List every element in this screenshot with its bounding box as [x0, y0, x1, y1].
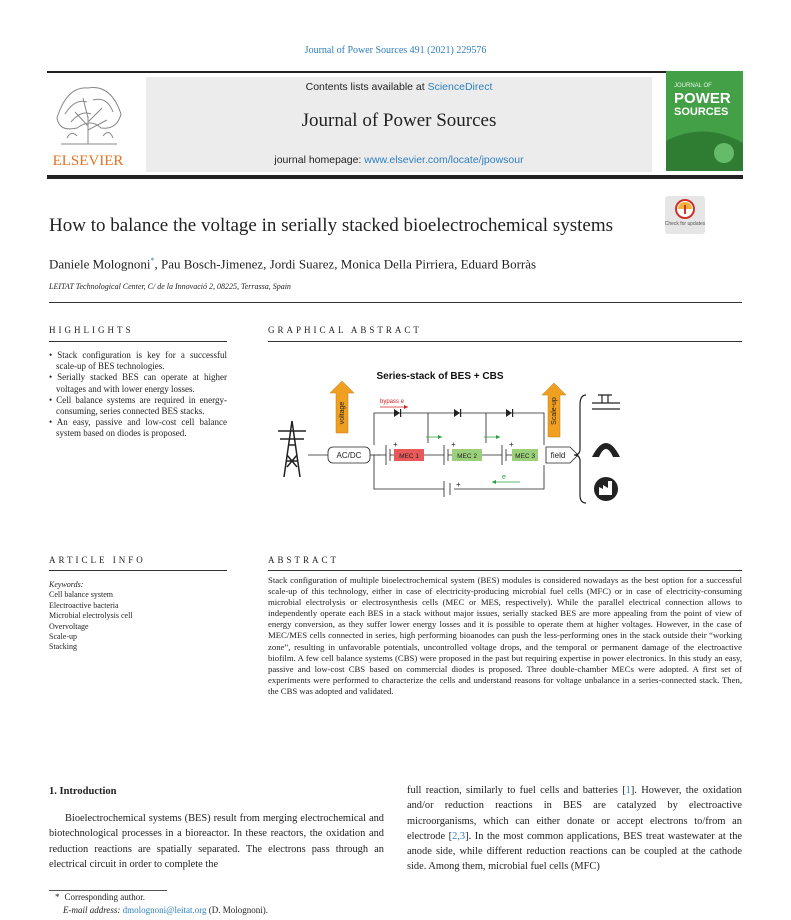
citation-link[interactable]: 1	[625, 785, 631, 796]
voltage-arrow	[330, 381, 354, 433]
highlight-text: An easy, passive and low-cost cell balance system based on diodes is proposed.	[56, 417, 227, 439]
author-name[interactable]: Monica Della Pirriera	[340, 256, 455, 272]
graphical-abstract-heading: GRAPHICAL ABSTRACT	[268, 325, 422, 335]
journal-reference[interactable]: Journal of Power Sources 491 (2021) 229576	[304, 45, 487, 56]
keyword-item: Scale-up	[49, 632, 77, 642]
keywords-label: Keywords:	[49, 580, 84, 589]
highlights-list	[49, 350, 227, 440]
homepage-line	[146, 154, 652, 166]
graphical-abstract-rule	[268, 341, 742, 342]
keyword-item: Overvoltage	[49, 621, 89, 631]
highlight-text: Stack configuration is key for a successful scale-up of BES technologies.	[56, 350, 227, 372]
intro-left-column: Bioelectrochemical systems (BES) result from merging electrochemical and biotechnological processes in a bioreactor. In these reactors, the oxidation and reduction reactions are spatially separated. The electrons pass through an electrical circuit in order to complete the	[49, 813, 384, 870]
keywords-block	[49, 580, 133, 653]
plus-sign: +	[509, 440, 514, 449]
contents-prefix: Contents lists available at	[305, 81, 428, 93]
abstract-heading: ABSTRACT	[268, 555, 340, 565]
highlight-item: • Stack configuration is key for a successful scale-up of BES technologies.	[49, 350, 227, 372]
highlight-text: Serially stacked BES can operate at higher voltages and with lower energy losses.	[56, 372, 227, 394]
journal-cover[interactable]	[666, 71, 743, 171]
highlight-item: • Serially stacked BES can operate at higher voltages and with lower energy losses.	[49, 372, 227, 394]
corresponding-note	[49, 891, 268, 904]
affiliation: LEITAT Technological Center, C/ de la Innovació 2, 08225, Terrassa, Spain	[49, 282, 291, 291]
plus-sign: +	[451, 440, 456, 449]
mec3-label: MEC 3	[515, 453, 535, 460]
intro-text: ]. In the most common applications, BES treat wastewater at the anode side, while different reduction reactions can be coupled at the cathode side. Among them, microbial fuel cells (MFC)	[407, 830, 742, 873]
header-bottom-rule	[47, 175, 743, 179]
bracket	[574, 395, 586, 503]
cover-line3: SOURCES	[674, 106, 729, 118]
corresponding-text: Corresponding author.	[64, 892, 145, 902]
author-name[interactable]: Pau Bosch-Jimenez	[160, 256, 264, 272]
plus-sign: +	[456, 480, 461, 489]
mec2-label: MEC 2	[457, 453, 477, 460]
electron-label: e	[502, 474, 506, 481]
plus-sign: +	[393, 440, 398, 449]
article-info-heading: ARTICLE INFO	[49, 555, 146, 565]
check-updates-icon	[665, 196, 705, 234]
voltage-label: voltage	[339, 401, 346, 425]
section-rule	[49, 302, 742, 303]
elsevier-logo	[47, 78, 129, 170]
scaleup-label: Scale-up	[551, 397, 558, 425]
email-label: E-mail address:	[63, 905, 123, 915]
corresponding-mark[interactable]: *	[150, 256, 155, 265]
abstract-rule	[268, 570, 742, 571]
author-name[interactable]: Eduard Borràs	[460, 256, 537, 272]
highlight-item: • Cell balance systems are required in energy-consuming, series connected BES stacks.	[49, 394, 227, 417]
field-label: field	[550, 451, 566, 460]
homepage-link[interactable]: www.elsevier.com/locate/jpowsour	[364, 154, 524, 166]
header-top-rule	[47, 71, 743, 73]
check-for-updates-badge[interactable]	[665, 196, 705, 234]
cover-line2: POWER	[674, 90, 731, 107]
author-separator: ,	[154, 256, 161, 272]
journal-title: Journal of Power Sources	[301, 110, 497, 131]
keyword-item: Electroactive bacteria	[49, 600, 119, 610]
footnote-mark: *	[55, 892, 60, 902]
article-info-rule	[49, 570, 227, 571]
ga-title: Series-stack of BES + CBS	[376, 371, 504, 382]
cover-line1: JOURNAL OF	[674, 83, 712, 89]
tunnel-icon	[592, 443, 620, 457]
email-note	[49, 904, 268, 917]
mec1-label: MEC 1	[399, 453, 419, 460]
intro-right-column	[407, 783, 742, 875]
mec-cells	[394, 449, 538, 461]
highlight-text: Cell balance systems are required in energy-consuming, series connected BES stacks.	[56, 394, 227, 417]
highlight-item: • An easy, passive and low-cost cell balance system based on diodes is proposed.	[49, 417, 227, 439]
author-separator: ,	[334, 256, 341, 272]
power-pylon-icon	[278, 421, 306, 477]
check-updates-label: Check for updates	[665, 221, 705, 227]
intro-heading: 1. Introduction	[49, 786, 117, 797]
highlights-rule	[49, 341, 227, 342]
author-name[interactable]: Daniele Molognoni	[49, 256, 151, 272]
author-separator: ,	[454, 256, 461, 272]
keyword-item: Stacking	[49, 642, 77, 652]
citation-link[interactable]: 2,3	[452, 830, 466, 842]
author-separator: ,	[263, 256, 270, 272]
email-suffix: (D. Molognoni).	[206, 905, 269, 915]
abstract-text: Stack configuration of multiple bioelectrochemical system (BES) modules is considered nowadays as the best option for a successful scale-up of this technology, either in case of electricity-producing microbial fuel cells (MFC) or in case of electricity-consuming microbial electrolysis or electrosynthesis cells (MEC or MES, respectively). While the parallel electrical connection allows to independently operate each BES in a stack without major issues, serially stacked BES are more appealing from the point of view of energy conversion, as they suffer lower energy losses and it is possible to operate them at higher voltages. However, in the case of MEC/MES cells connected in series, high performing bioanodes can push the less-performing ones in the stack outside their “working zone”, resulting in unfavorable potentials, uncontrolled voltage drops, and the temporal or permanent damage of the electroactive biofilm. A few cell balance systems (CBS) were proposed in the past but requiring expertise in power electronics. In this study an easy, passive and low-cost CBS based on commercial diodes is proposed. Three double-chamber MECs were adopted. A first set of experiments were performed to characterize the cells and understand reasons for voltage unbalance in a series-connected stack. Then, the CBS was adopted and validated.	[268, 575, 742, 696]
highlights-heading: HIGHLIGHTS	[49, 325, 134, 335]
scaleup-arrow	[542, 383, 566, 437]
factory-icon	[594, 477, 618, 501]
contents-line	[146, 81, 652, 93]
keyword-item: Cell balance system	[49, 590, 113, 600]
author-list	[49, 256, 536, 272]
cover-art	[666, 71, 743, 171]
bypass-label: bypass e	[380, 399, 405, 405]
paper-title: How to balance the voltage in serially stacked bioelectrochemical systems	[49, 215, 613, 236]
email-link[interactable]: dmolognoni@leitat.org	[122, 905, 207, 915]
author-name[interactable]: Jordi Suarez	[269, 256, 335, 272]
publisher-name: ELSEVIER	[52, 153, 124, 169]
graphical-abstract-figure[interactable]	[268, 365, 628, 507]
acdc-label: AC/DC	[336, 451, 362, 460]
intro-text: ]. However, the oxidation and/or reduction reactions in BES are catalyzed by electroactive microorganisms, which can either donate or accept electrons to/from an electrode [	[407, 785, 742, 842]
footnote	[49, 891, 268, 917]
pipe-icon	[592, 395, 620, 409]
sciencedirect-link[interactable]: ScienceDirect	[427, 81, 493, 93]
homepage-prefix: journal homepage:	[274, 154, 365, 166]
intro-text: full reaction, similarly to fuel cells and batteries [	[407, 785, 626, 796]
keyword-item: Microbial electrolysis cell	[49, 611, 133, 621]
